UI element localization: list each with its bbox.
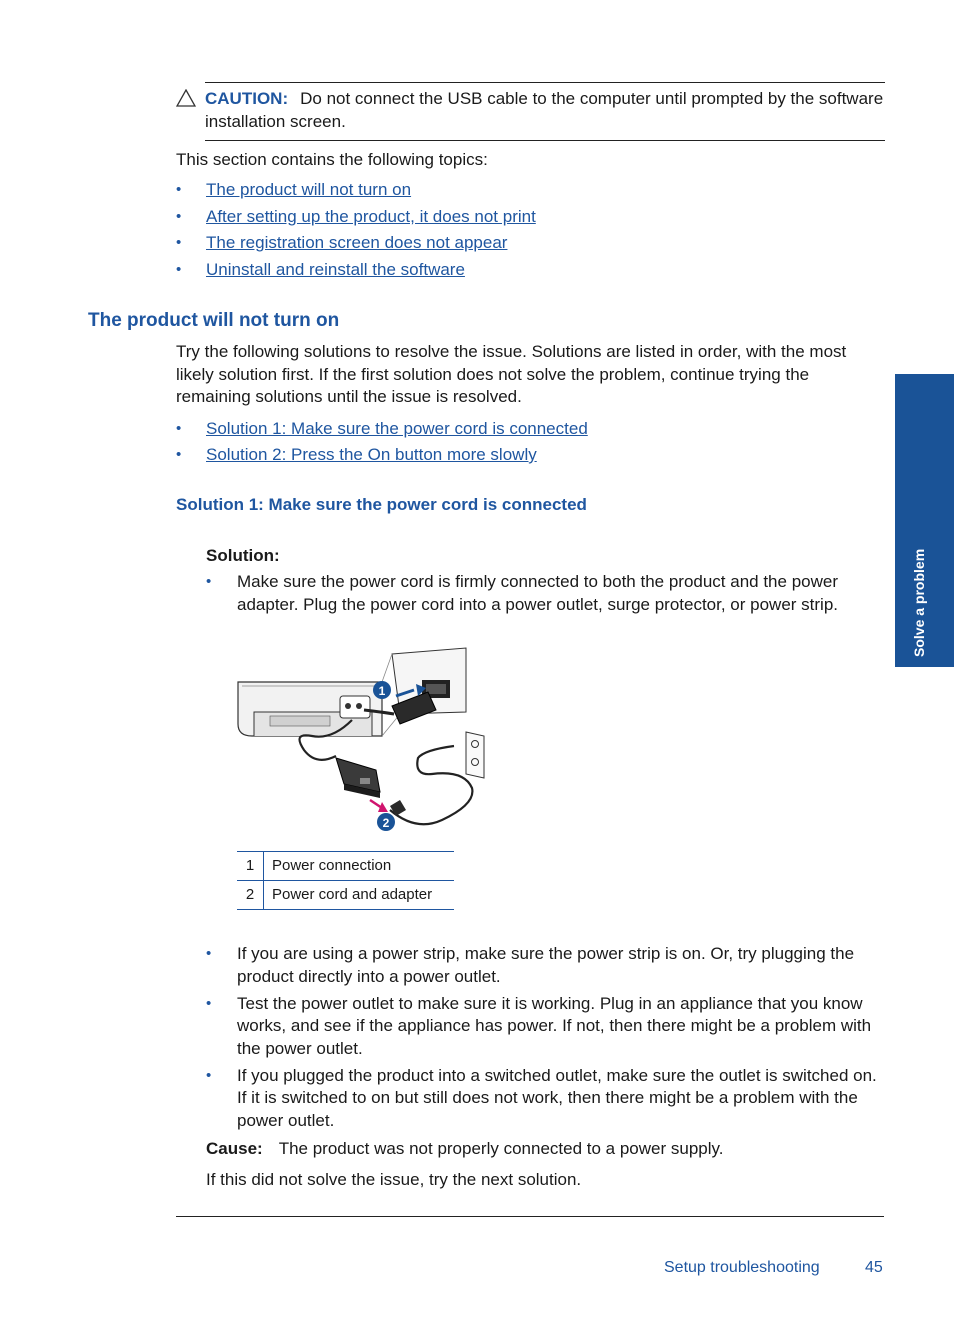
section-paragraph: Try the following solutions to resolve the issue. Solutions are listed in order, with the most likely solution first. If the first solution does not solve the problem, continue trying the remaining solutions until the issue is resolved. xyxy=(176,342,847,406)
bullet-text: Make sure the power cord is firmly connected to both the product and the power adapter. Plug the power cord into a power outlet, surge protector, or power strip. xyxy=(237,572,839,614)
section-heading: The product will not turn on xyxy=(88,310,340,331)
bullet: • xyxy=(176,234,182,252)
list-item xyxy=(206,993,886,1061)
bullet: • xyxy=(206,1066,212,1084)
solution-bullets-more xyxy=(206,943,886,1137)
solution-1-heading: Solution 1: Make sure the power cord is connected xyxy=(176,495,587,514)
power-connection-illustration xyxy=(232,640,492,840)
callout-number: 1 xyxy=(237,852,264,881)
callout-number: 2 xyxy=(237,881,264,910)
list-item xyxy=(206,571,886,616)
bullet: • xyxy=(206,945,212,962)
cause-text: The product was not properly connected to a power supply. xyxy=(278,1139,724,1158)
list-item xyxy=(176,232,536,259)
solution-2-link[interactable]: Solution 2: Press the On button more slowly xyxy=(206,445,537,464)
caution-note xyxy=(205,88,885,133)
page-number: 45 xyxy=(865,1259,883,1276)
topic-link-does-not-print[interactable]: After setting up the product, it does not print xyxy=(206,206,536,226)
bullet: • xyxy=(176,446,182,463)
side-tab-label: Solve a problem xyxy=(911,548,927,657)
list-item xyxy=(176,444,588,470)
list-item xyxy=(206,943,886,988)
footer-section-title: Setup troubleshooting xyxy=(664,1259,820,1276)
bullet: • xyxy=(206,573,212,590)
list-item xyxy=(176,259,536,286)
bullet: • xyxy=(176,260,182,278)
topic-link-product-not-turn-on[interactable]: The product will not turn on xyxy=(206,180,412,199)
list-item xyxy=(206,1065,886,1133)
callout-badge-2 xyxy=(377,813,395,831)
caution-top-rule xyxy=(205,82,885,83)
bullet-text: If you plugged the product into a switched outlet, make sure the outlet is switched on. If it is switched to on but still does not work, then there might be a problem with the power outlet. xyxy=(237,1065,877,1130)
callout-label: Power connection xyxy=(264,852,455,881)
list-item xyxy=(176,418,588,444)
callout-label: Power cord and adapter xyxy=(264,881,455,910)
side-tab xyxy=(895,374,954,667)
topic-link-uninstall-reinstall[interactable]: Uninstall and reinstall the software xyxy=(206,259,465,279)
table-row xyxy=(237,852,454,881)
zoom-detail xyxy=(382,648,466,736)
footer-rule xyxy=(176,1216,884,1217)
caution-bottom-rule xyxy=(205,140,885,141)
svg-text:1: 1 xyxy=(378,684,386,698)
next-solution-text: If this did not solve the issue, try the next solution. xyxy=(206,1170,582,1189)
caution-triangle-icon xyxy=(176,89,196,107)
solution-bullets-first xyxy=(206,571,886,616)
bullet: • xyxy=(176,207,182,225)
caution-text: Do not connect the USB cable to the computer until prompted by the software installation screen. xyxy=(205,89,884,131)
bullet-text: If you are using a power strip, make sure the power strip is on. Or, try plugging the product directly into a power outlet. xyxy=(237,944,855,986)
table-row xyxy=(237,881,454,910)
cause-label: Cause: xyxy=(206,1139,263,1158)
wall-outlet xyxy=(466,732,484,778)
solutions-list xyxy=(176,418,588,470)
figure-callout-table xyxy=(237,851,454,910)
bullet-text: Test the power outlet to make sure it is working. Plug in an appliance that you know works, and see if the appliance has power. If not, then there might be a problem with the power outlet. xyxy=(237,993,872,1058)
solution-1-link[interactable]: Solution 1: Make sure the power cord is connected xyxy=(206,419,588,438)
printer-body xyxy=(238,682,382,736)
solution-label: Solution: xyxy=(206,546,280,565)
callout-badge-1 xyxy=(373,681,391,699)
bullet: • xyxy=(176,181,182,198)
bullet: • xyxy=(206,994,212,1012)
list-item xyxy=(176,179,536,206)
caution-label: CAUTION: xyxy=(205,89,289,108)
intro-text: This section contains the following topics: xyxy=(176,150,488,169)
power-adapter xyxy=(336,758,380,798)
topic-link-registration-screen[interactable]: The registration screen does not appear xyxy=(206,233,508,253)
cause-line xyxy=(206,1138,886,1161)
svg-text:2: 2 xyxy=(382,816,390,830)
topics-list xyxy=(176,179,536,285)
bullet: • xyxy=(176,420,182,437)
list-item xyxy=(176,206,536,233)
